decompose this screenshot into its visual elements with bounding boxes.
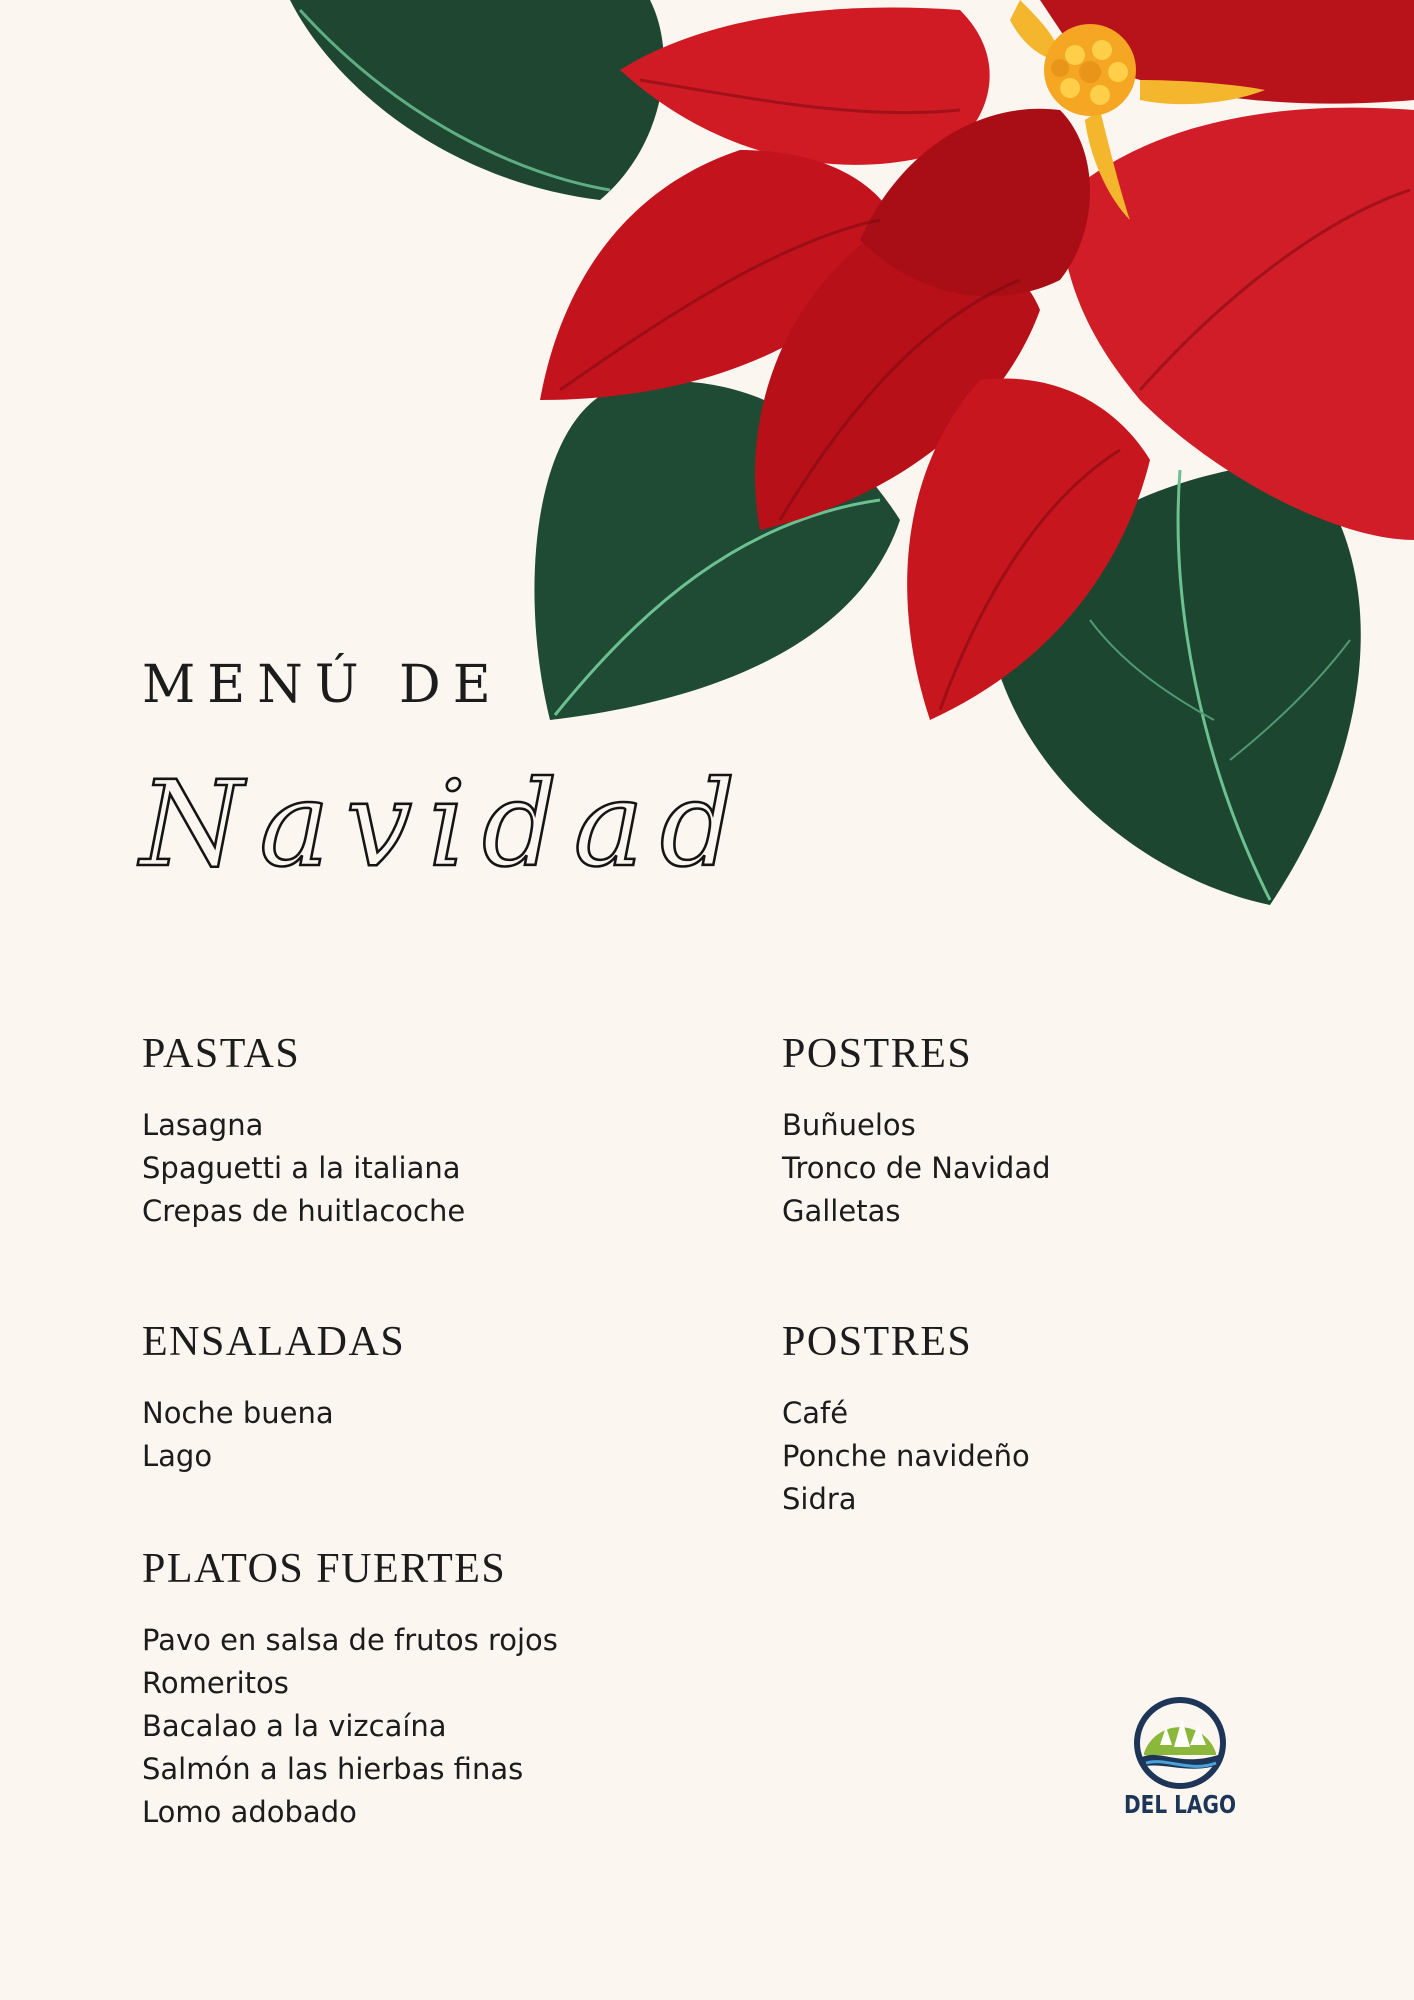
section-postres (782, 1030, 1051, 1233)
list-item: Spaguetti a la italiana (142, 1151, 461, 1185)
list-item: Noche buena (142, 1396, 334, 1430)
list-item: Pavo en salsa de frutos rojos (142, 1623, 558, 1657)
list-item: Bacalao a la vizcaína (142, 1709, 447, 1743)
section-ensaladas (142, 1318, 405, 1478)
leaf-top-left (290, 0, 664, 200)
section-platos-fuertes (142, 1545, 558, 1834)
menu-title: MENÚ DE (142, 655, 503, 715)
list-item: Buñuelos (782, 1108, 916, 1142)
list-item: Lomo adobado (142, 1795, 357, 1829)
section-heading: POSTRES (782, 1031, 973, 1077)
item-list (142, 1619, 558, 1834)
list-item: Lago (142, 1439, 213, 1473)
item-list (782, 1104, 1051, 1233)
list-item: Tronco de Navidad (782, 1151, 1051, 1185)
list-item: Salmón a las hierbas finas (142, 1752, 524, 1786)
list-item: Romeritos (142, 1666, 289, 1700)
list-item: Crepas de huitlacoche (142, 1194, 466, 1228)
list-item: Ponche navideño (782, 1439, 1030, 1473)
section-heading: PLATOS FUERTES (142, 1546, 507, 1592)
section-heading: POSTRES (782, 1319, 973, 1365)
list-item: Lasagna (142, 1108, 264, 1142)
list-item: Galletas (782, 1194, 901, 1228)
section-postres-second (782, 1318, 1030, 1521)
navidad-script-title (140, 755, 1000, 895)
navidad-script-text: Navidad (140, 755, 752, 893)
list-item: Sidra (782, 1482, 857, 1516)
section-heading: PASTAS (142, 1031, 301, 1077)
section-heading: ENSALADAS (142, 1319, 406, 1365)
list-item: Café (782, 1396, 849, 1430)
logo-text: DEL LAGO (1124, 1790, 1236, 1819)
section-pastas (142, 1030, 465, 1233)
item-list (142, 1392, 405, 1478)
item-list (782, 1392, 1030, 1521)
item-list (142, 1104, 465, 1233)
del-lago-logo-icon (1120, 1695, 1240, 1820)
